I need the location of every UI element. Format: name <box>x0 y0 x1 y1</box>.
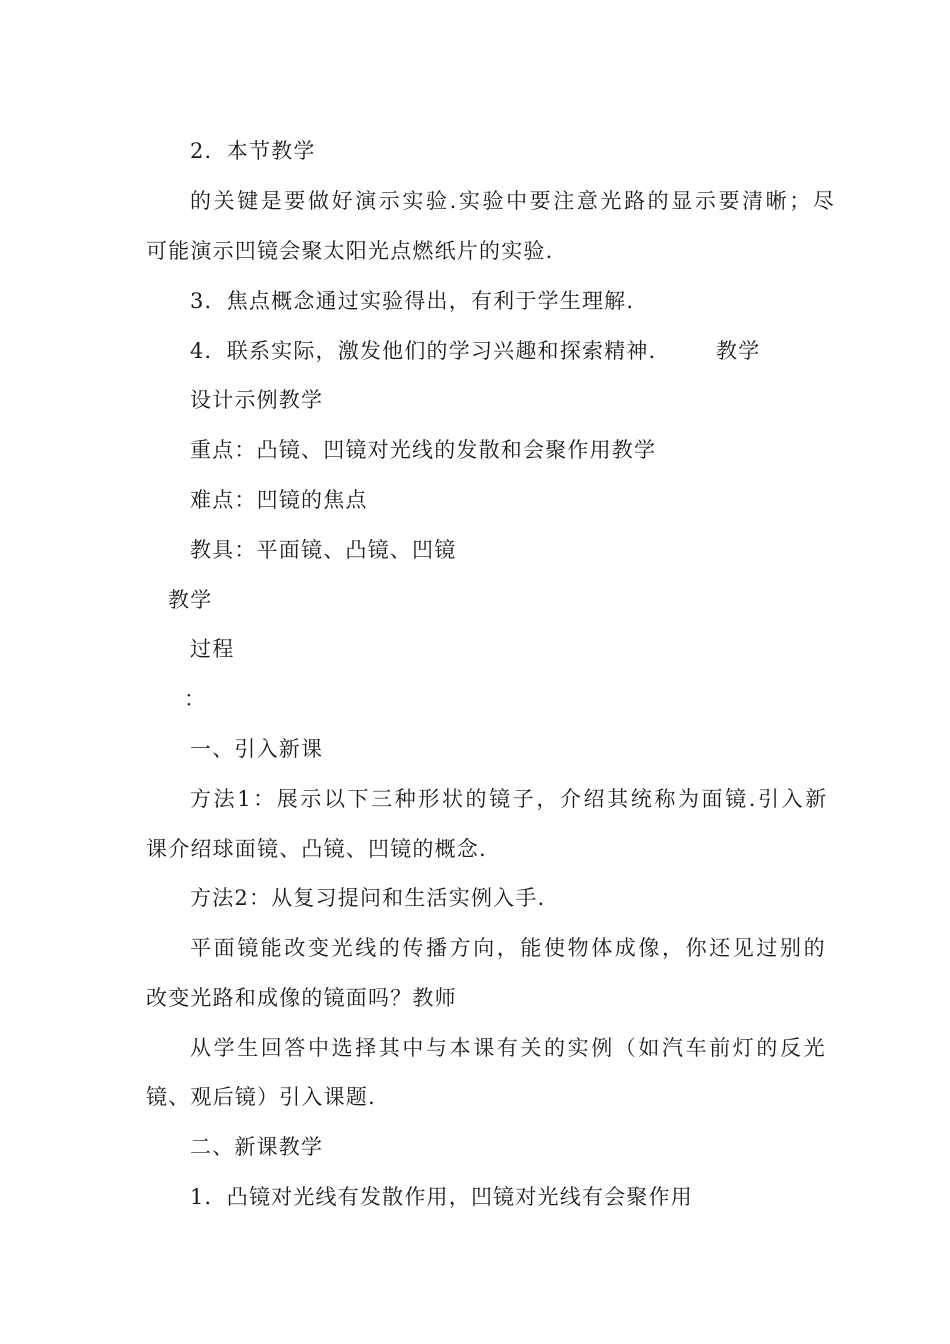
text-line: 方法2：从复习提问和生活实例入手. <box>190 886 546 910</box>
text-line: ： <box>184 687 207 711</box>
text-line: 教学 <box>168 588 213 612</box>
text-line: 2．本节教学 <box>190 139 316 163</box>
text-line: 教学 <box>716 339 761 363</box>
text-line: 一、引入新课 <box>190 737 324 761</box>
text-line: 的关键是要做好演示实验.实验中要注意光路的显示要清晰；尽 <box>190 189 837 213</box>
text-line: 课介绍球面镜、凸镜、凹镜的概念. <box>146 837 487 861</box>
text-line: 难点：凹镜的焦点 <box>190 488 368 512</box>
text-line: 可能演示凹镜会聚太阳光点燃纸片的实验. <box>146 239 554 263</box>
text-line: 设计示例教学 <box>190 388 324 412</box>
text-line: 改变光路和成像的镜面吗？教师 <box>146 986 457 1010</box>
text-line: 方法1：展示以下三种形状的镜子，介绍其统称为面镜.引入新 <box>190 787 829 811</box>
text-line: 过程 <box>190 637 235 661</box>
text-line: 镜、观后镜）引入课题. <box>146 1085 376 1109</box>
text-line: 重点：凸镜、凹镜对光线的发散和会聚作用教学 <box>190 438 657 462</box>
text-line: 从学生回答中选择其中与本课有关的实例（如汽车前灯的反光 <box>190 1036 828 1060</box>
text-line: 1．凸镜对光线有发散作用，凹镜对光线有会聚作用 <box>190 1185 693 1209</box>
text-line: 教具：平面镜、凸镜、凹镜 <box>190 538 457 562</box>
text-line: 平面镜能改变光线的传播方向，能使物体成像，你还见过别的 <box>190 936 828 960</box>
text-line: 4．联系实际，激发他们的学习兴趣和探索精神. <box>190 339 657 363</box>
text-line: 二、新课教学 <box>190 1135 324 1159</box>
text-line: 3．焦点概念通过实验得出，有利于学生理解. <box>190 289 635 313</box>
